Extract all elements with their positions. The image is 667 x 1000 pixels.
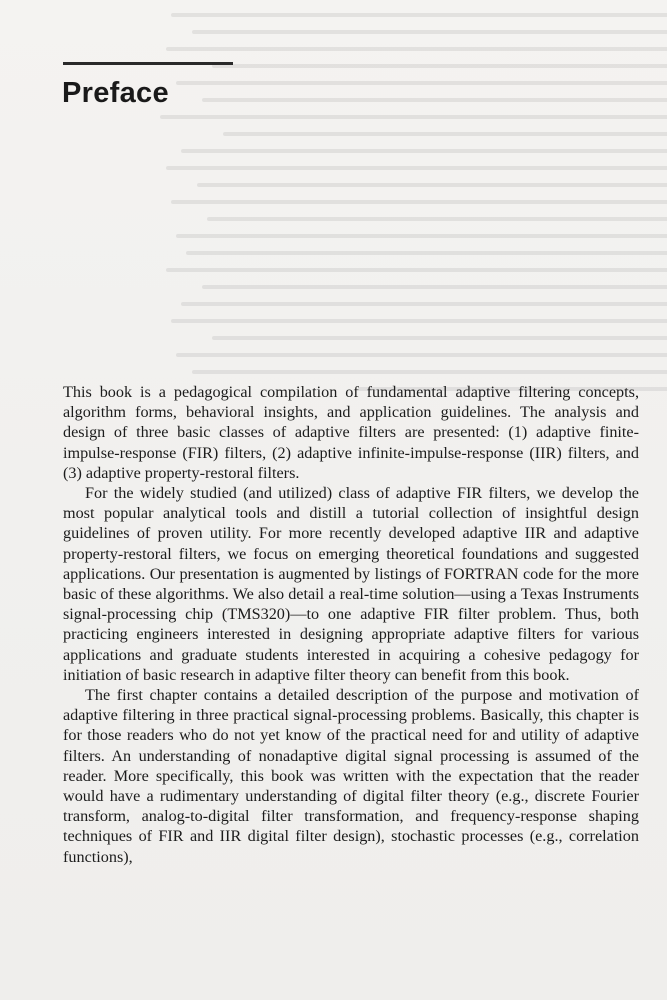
paragraph-1: This book is a pedagogical compilation of fundamental adaptive filtering concepts, algorithm forms, behavioral insights, and application guidelines. The analysis and design of three basic classes of adaptive filters are presented: (1) adaptive finite-impulse-response (FIR) filters, (2) adaptive infinite-impulse-response (IIR) filters, and (3) adaptive property-restoral filters.: [63, 383, 639, 482]
paragraph-3: The first chapter contains a detailed description of the purpose and motivation of adaptive filtering in three practical signal-processing problems. Basically, this chapter is for those readers who do not yet know of the practical need for and utility of adaptive filters. An understanding of nonadaptive digital signal processing is assumed of the reader. More specifically, this book was written with the expectation that the reader would have a rudimentary understanding of digital filter theory (e.g., discrete Fourier transform, analog-to-digital filter transformation, and frequency-response shaping techniques of FIR and IIR digital filter design), stochastic processes (e.g., correlation functions),: [63, 686, 639, 866]
preface-body: [63, 382, 639, 867]
page-title: Preface: [62, 77, 169, 109]
heading-rule: [63, 62, 233, 65]
paragraph-2: For the widely studied (and utilized) class of adaptive FIR filters, we develop the most popular analytical tools and distill a tutorial collection of insightful design guidelines of proven utility. For more recently developed adaptive IIR and adaptive property-restoral filters, we focus on emerging theoretical foundations and suggested applications. Our presentation is augmented by listings of FORTRAN code for the more basic of these algorithms. We also detail a real-time solution—using a Texas Instruments signal-processing chip (TMS320)—to one adaptive FIR filter problem. Thus, both practicing engineers interested in designing appropriate adaptive filters for various applications and graduate students interested in acquiring a cohesive pedagogy for initiation of basic research in adaptive filter theory can benefit from this book.: [63, 484, 639, 684]
